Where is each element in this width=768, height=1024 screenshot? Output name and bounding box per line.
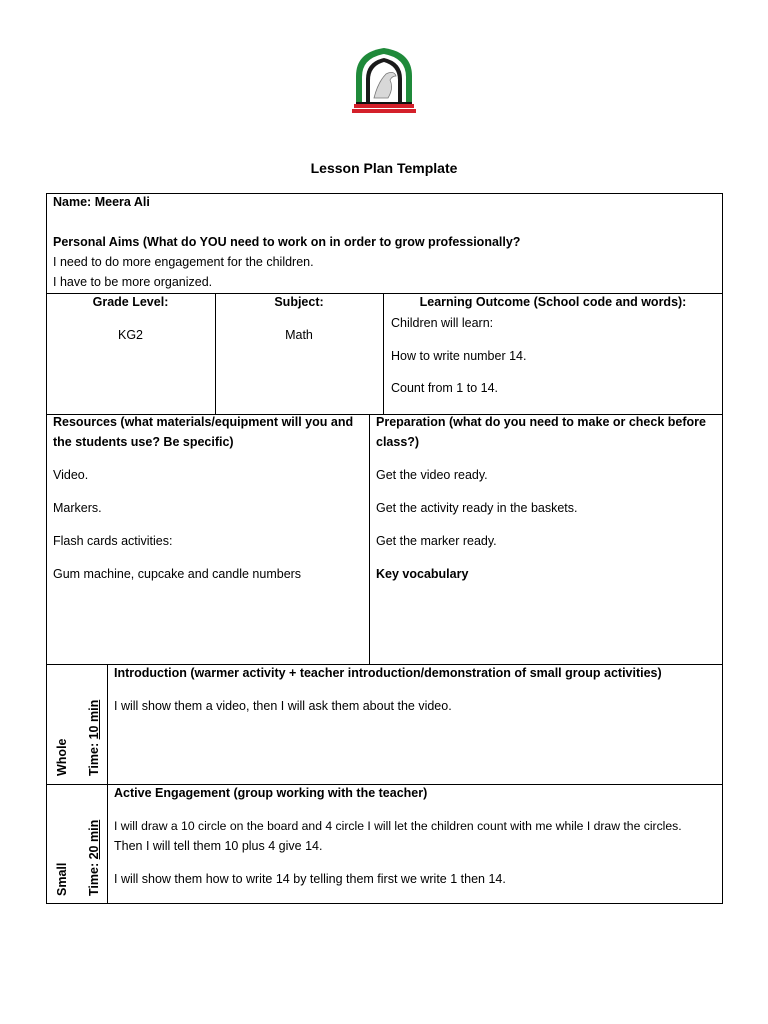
preparation-item: Get the activity ready in the baskets. (376, 501, 578, 515)
aims-line: I need to do more engagement for the children. (53, 255, 314, 269)
engagement-note: (group working with the teacher) (233, 786, 428, 800)
preparation-item: Get the marker ready. (376, 534, 497, 548)
name-label: Name: (53, 195, 92, 209)
resources-item: Video. (53, 468, 89, 482)
page-title: Lesson Plan Template (310, 160, 458, 176)
key-vocabulary-label: Key vocabulary (376, 567, 469, 581)
engagement-heading: Active Engagement (114, 786, 231, 800)
introduction-note: (warmer activity + teacher introduction/demonstration of small group activities) (190, 666, 662, 680)
info-section (46, 293, 723, 415)
whole-group-section (46, 664, 723, 785)
preparation-prompt-cont: class?) (376, 435, 420, 449)
introduction-text: I will show them a video, then I will ask them about the video. (114, 699, 452, 713)
subject-label: Subject: (274, 295, 324, 309)
outcome-label: Learning Outcome (419, 295, 531, 309)
resources-prompt-cont: the students use? Be specific) (53, 435, 234, 449)
small-time-label: Time: (87, 862, 101, 896)
preparation-prompt: (what do you need to make or check before (448, 415, 706, 429)
preparation-item: Get the video ready. (376, 468, 488, 482)
engagement-line: I will draw a 10 circle on the board and 4 circle I will let the children count with me while I draw the circles. (114, 819, 682, 833)
whole-time-value: 10 min (87, 699, 101, 740)
grade-label: Grade Level: (92, 295, 169, 309)
name-value: Meera Ali (94, 195, 150, 209)
resources-prompt: (what materials/equipment will you and (120, 415, 354, 429)
preparation-label: Preparation (376, 415, 446, 429)
whole-side-label: Whole (55, 738, 69, 776)
aims-label: Personal Aims (53, 235, 140, 249)
engagement-line: I will show them how to write 14 by telling them first we write 1 then 14. (114, 872, 506, 886)
resources-item: Gum machine, cupcake and candle numbers (53, 567, 302, 581)
introduction-heading: Introduction (114, 666, 187, 680)
small-time-value: 20 min (87, 819, 101, 860)
whole-time-label: Time: (87, 742, 101, 776)
aims-prompt: (What do YOU need to work on in order to grow professionally? (142, 235, 521, 249)
outcome-prompt: (School code and words): (533, 295, 687, 309)
outcome-line: How to write number 14. (391, 349, 527, 363)
resources-label: Resources (53, 415, 117, 429)
resources-item: Flash cards activities: (53, 534, 173, 548)
resources-item: Markers. (53, 501, 102, 515)
small-side-label: Small (55, 862, 69, 896)
grade-value: KG2 (117, 328, 143, 342)
outcome-line: Count from 1 to 14. (391, 381, 499, 395)
outcome-line: Children will learn: (391, 316, 494, 330)
subject-value: Math (285, 328, 313, 342)
aims-line: I have to be more organized. (53, 275, 213, 289)
school-logo (352, 46, 416, 114)
engagement-line: Then I will tell them 10 plus 4 give 14. (114, 839, 323, 853)
